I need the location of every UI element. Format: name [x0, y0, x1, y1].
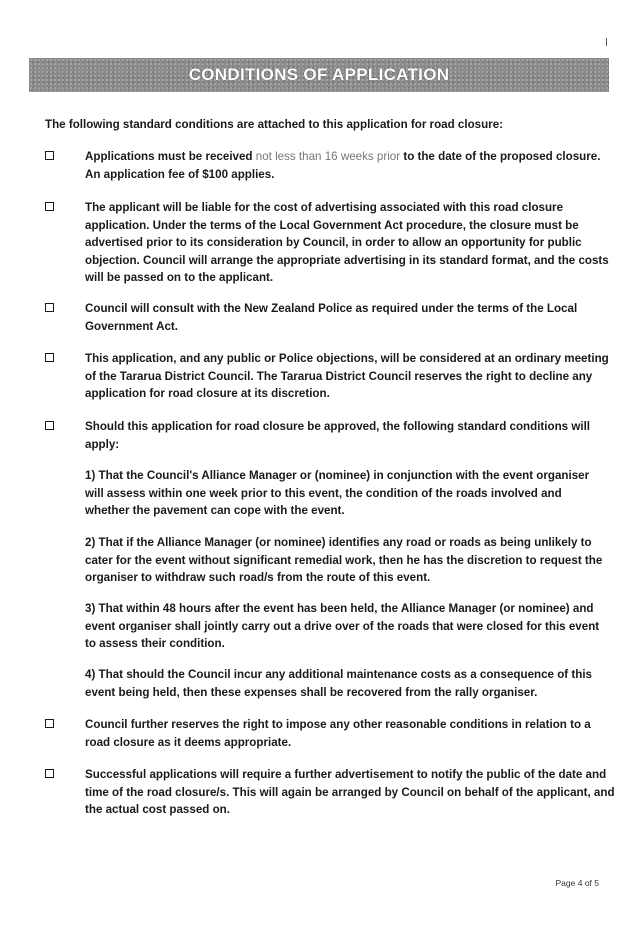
page-number: Page 4 of 5	[555, 878, 599, 888]
sub-condition: 4) That should the Council incur any additional maintenance costs as a consequence of this event being held, then these expenses shall be recovered from the rally organiser.	[85, 668, 593, 699]
condition-text: Successful applications will require a further advertisement to notify the public of the date and time of the road closure/s. This will again be arranged by Council on behalf of the applicant, and the actual cost passed on.	[85, 768, 615, 816]
section-header	[29, 58, 609, 92]
intro-text: The following standard conditions are attached to this application for road closure:	[45, 118, 503, 131]
checkbox[interactable]	[45, 202, 54, 211]
condition-text: Should this application for road closure be approved, the following standard conditions will apply:	[85, 420, 591, 451]
sub-condition: 1) That the Council's Alliance Manager or (nominee) in conjunction with the event organiser will assess within one week prior to this event, the condition of the roads involved and whether the pavement can cope with the event.	[85, 469, 590, 517]
checkbox[interactable]	[45, 303, 54, 312]
sub-condition: 3) That within 48 hours after the event has been held, the Alliance Manager (or nominee) and event organiser shall jointly carry out a drive over of the roads that were closed for this event to assess their condition.	[85, 602, 600, 650]
condition-text: The applicant will be liable for the cost of advertising associated with this road closure application. Under the terms of the Local Government Act procedure, the closure must be advertised prior to its consideration by Council, in order to allow an opportunity for public objection. Council will arrange the appropriate advertising in its standard format, and the costs will be passed on to the applicant.	[85, 201, 609, 284]
condition-text: Council will consult with the New Zealand Police as required under the terms of the Local Government Act.	[85, 302, 578, 333]
sub-condition: 2) That if the Alliance Manager (or nominee) identifies any road or roads as being unlikely to cater for the event without significant remedial work, then he has the discretion to request the organiser to withdraw such road/s from the route of this event.	[85, 536, 603, 584]
checkbox[interactable]	[45, 719, 54, 728]
condition-text: This application, and any public or Police objections, will be considered at an ordinary meeting of the Tararua District Council. The Tararua District Council reserves the right to decline any application for road closure at its discretion.	[85, 352, 609, 400]
highlighted-text: not less than 16 weeks prior	[255, 150, 401, 163]
scan-mark	[606, 38, 607, 46]
checkbox[interactable]	[45, 421, 54, 430]
condition-text: Applications must be received not less than 16 weeks prior to the date of the proposed closure. An application fee of $100 applies.	[85, 150, 601, 181]
checkbox[interactable]	[45, 769, 54, 778]
condition-text: Council further reserves the right to impose any other reasonable conditions in relation to a road closure as it deems appropriate.	[85, 718, 591, 749]
checkbox[interactable]	[45, 151, 54, 160]
checkbox[interactable]	[45, 353, 54, 362]
section-title: CONDITIONS OF APPLICATION	[188, 65, 450, 84]
